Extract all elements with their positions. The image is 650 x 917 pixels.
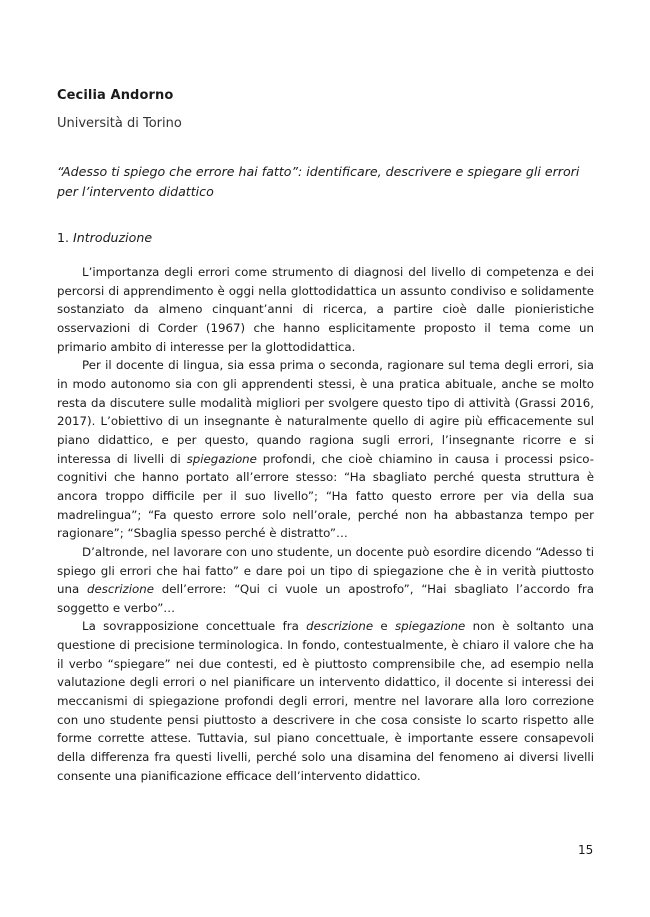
emphasis: descrizione: [87, 582, 154, 597]
text-run: dell’errore: “Qui ci vuole un apostrofo”, “Hai sbagliato l’accordo fra soggetto e verbo”…: [57, 582, 595, 615]
paragraph: [57, 543, 594, 618]
section-number: 1.: [57, 230, 70, 245]
text-run: e: [373, 619, 395, 634]
body-text: [57, 263, 594, 785]
text-run: profondi, che cioè chiamino in causa i processi psico-cognitivi che hanno portato all’errore stesso: “Ha sbagliato perché questa struttura è ancora troppo difficile per il suo livello”; “Ha fatto questo errore per via della sua madrelingua”; “Fa questo errore solo nell’orale, perché non ha abbastanza tempo per ragionare”; “Sbaglia spesso perché è distratto”…: [57, 451, 594, 541]
section-title: Introduzione: [73, 230, 153, 245]
text-run: non è soltanto una questione di precisione terminologica. In fondo, contestualmente, è chiaro il valore che ha il verbo “spiegare” nei due contesti, ed è piuttosto comprensibile che, ad esempio nella valutazione degli errori o nel pianificare un intervento didattico, il docente si interessi dei meccanismi di spiegazione profondi degli errori, mentre nel lavorare alla loro correzione con uno studente pensi piuttosto a descrivere in che cosa consiste lo scarto rispetto alle forme corrette attese. Tuttavia, sul piano concettuale, è importante essere consapevoli della differenza fra questi livelli, perché solo una disamina del fenomeno ai diversi livelli consente una pianificazione efficace dell’intervento didattico.: [57, 619, 594, 783]
page-number: 15: [578, 843, 594, 857]
text-run: L’importanza degli errori come strumento di diagnosi del livello di competenza e dei percorsi di apprendimento è oggi nella glottodidattica un assunto condiviso e solidamente sostanziato da almeno cinquant’anni di ricerca, a partire cioè dalle pionieristiche osservazioni di Corder (1967) che hanno esplicitamente proposto il tema come un primario ambito di interesse per la glottodidattica.: [57, 265, 594, 354]
author-name: Cecilia Andorno: [57, 88, 174, 103]
paragraph: [57, 263, 594, 356]
text-run: D’altronde, nel lavorare con uno studente, un docente può esordire dicendo “Adesso ti spiego gli errori che hai fatto” e dare poi un tipo di spiegazione che è in verità piuttosto una: [57, 544, 594, 597]
section-heading: [57, 230, 152, 245]
text-run: Per il docente di lingua, sia essa prima o seconda, ragionare sul tema degli errori, sia in modo autonomo sia con gli apprendenti stessi, è una pratica abituale, anche se molto resta da discutere sulle modalità migliori per svolgere questo tipo di attività (Grassi 2016, 2017). L’obiettivo di un insegnante è naturalmente quello di agire più efficacemente sul piano didattico, e per questo, quando ragiona sugli errori, l’insegnante ricorre e si interessa di livelli di: [57, 358, 594, 466]
emphasis: spiegazione: [186, 451, 257, 466]
emphasis: spiegazione: [395, 619, 466, 634]
paragraph: [57, 617, 594, 785]
article-title: “Adesso ti spiego che errore hai fatto”: identificare, descrivere e spiegare gli errori per l’intervento didattico: [57, 164, 580, 199]
paragraph: [57, 356, 594, 543]
emphasis: descrizione: [306, 619, 374, 634]
author-affiliation: Università di Torino: [57, 116, 182, 131]
text-run: La sovrapposizione concettuale fra: [82, 619, 307, 634]
